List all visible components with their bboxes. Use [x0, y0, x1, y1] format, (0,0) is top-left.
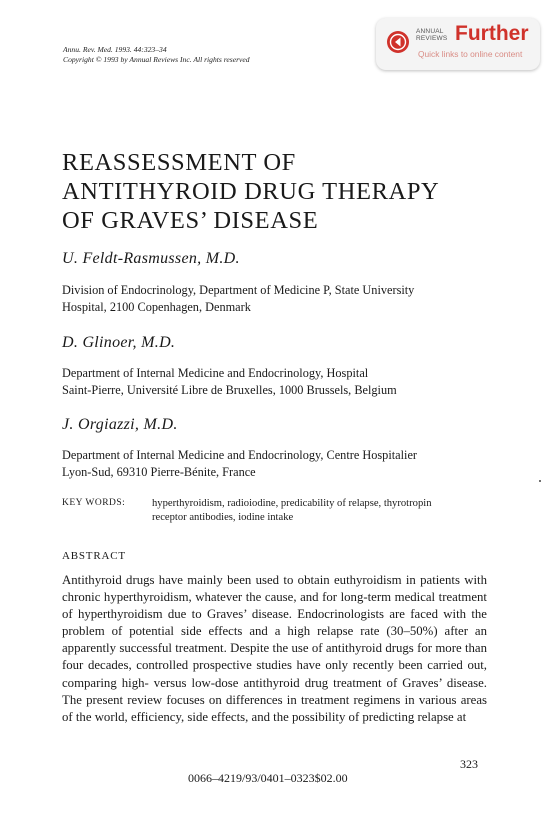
banner-brand — [416, 28, 447, 42]
article-code: 0066–4219/93/0401–0323$02.00 — [188, 771, 348, 785]
abstract-body: Antithyroid drugs have mainly been used to obtain euthyroidism in patients with chronic hyperthyroidism, whatever the cause, and for long-term medical treatment of hyperthyroidism due to Graves’ disease. Endocrinologists are faced with the problem of potential side effects and a high relapse rate (30–50%) after an apparently successful treatment. Despite the use of antithyroid drugs for more than four decades, controlled prospective studies have only recently been carried out, comparing high- versus low-dose antithyroid drug treatment of Graves’ disease. The present review focuses on differences in treatment regimens in various areas of the world, efficiency, side effects, and the possibility of predicting relapse at — [62, 573, 487, 724]
title-line-2: ANTITHYROID DRUG THERAPY — [62, 178, 440, 205]
author-affiliation — [62, 447, 502, 481]
author-affiliation — [62, 365, 502, 399]
keywords-line: hyperthyroidism, radioiodine, predicability of relapse, thyrotropin — [152, 498, 432, 509]
keywords-label: KEY WORDS: — [62, 498, 126, 508]
citation-line-1: Annu. Rev. Med. 1993. 44:323–34 — [63, 45, 167, 54]
affiliation-line: Lyon-Sud, 69310 Pierre-Bénite, France — [62, 465, 256, 479]
journal-citation — [63, 45, 250, 65]
author-name: D. Glinoer, M.D. — [62, 334, 176, 351]
banner-brand-line-1: ANNUAL — [416, 28, 444, 35]
author-name: J. Orgiazzi, M.D. — [62, 416, 178, 433]
banner-quick-links-link[interactable]: Quick links to online content — [418, 49, 523, 59]
title-line-1: REASSESSMENT OF — [62, 149, 296, 176]
author-affiliation — [62, 282, 502, 316]
affiliation-line: Hospital, 2100 Copenhagen, Denmark — [62, 300, 251, 314]
affiliation-line: Division of Endocrinology, Department of Medicine P, State University — [62, 283, 415, 297]
page-number: 323 — [460, 757, 478, 771]
further-banner[interactable] — [376, 18, 540, 70]
banner-further-label: Further — [455, 22, 529, 45]
article-title — [62, 148, 439, 235]
annual-reviews-logo-icon — [386, 30, 410, 54]
affiliation-line: Department of Internal Medicine and Endocrinology, Hospital — [62, 366, 369, 380]
citation-line-2: Copyright © 1993 by Annual Reviews Inc. All rights reserved — [63, 55, 250, 64]
margin-mark — [539, 480, 541, 482]
title-line-3: OF GRAVES’ DISEASE — [62, 207, 319, 234]
keywords-list — [152, 497, 492, 524]
abstract-heading: ABSTRACT — [62, 550, 126, 562]
affiliation-line: Department of Internal Medicine and Endocrinology, Centre Hospitalier — [62, 448, 418, 462]
author-name: U. Feldt-Rasmussen, M.D. — [62, 250, 240, 267]
keywords-line: receptor antibodies, iodine intake — [152, 511, 294, 523]
banner-brand-line-2: REVIEWS — [416, 35, 448, 42]
affiliation-line: Saint-Pierre, Université Libre de Bruxelles, 1000 Brussels, Belgium — [62, 383, 397, 397]
